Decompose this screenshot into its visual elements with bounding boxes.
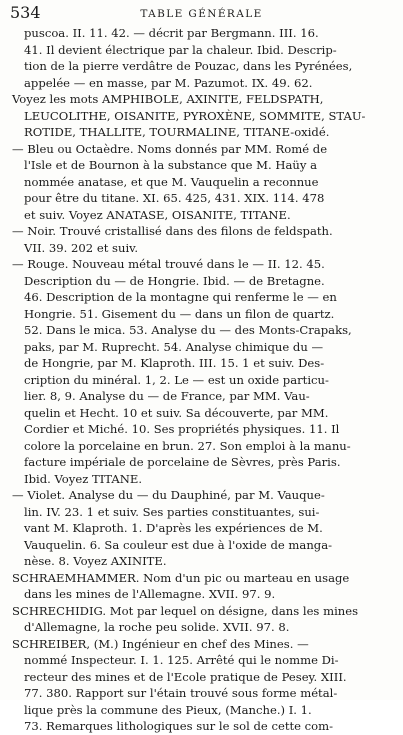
running-head — [10, 4, 393, 22]
text-line: Cordier et Miché. 10. Ses propriétés physiques. 11. Il — [24, 422, 340, 436]
text-line: Description du — de Hongrie. Ibid. — de Bretagne. — [24, 273, 325, 288]
text-line: dans les mines de l'Allemagne. XVII. 97. 9. — [24, 587, 276, 601]
text-line: 73. Remarques lithologiques sur le sol de cette com- — [24, 719, 334, 733]
running-title: TABLE GÉNÉRALE — [140, 8, 263, 20]
text-line: 46. Description de la montagne qui renferme le — en — [24, 290, 337, 304]
text-line: SCHREIBER, (M.) Ingénieur en chef des Mines. — — [12, 636, 309, 651]
text-line: pour être du titane. XI. 65. 425, 431. XIX. 114. 478 — [24, 191, 325, 205]
text-line: — Bleu ou Octaèdre. Noms donnés par MM. Romé de — [12, 141, 328, 156]
text-line: cription du minéral. 1, 2. Le — est un oxide particu- — [24, 372, 329, 387]
text-line: colore la porcelaine en brun. 27. Son emploi à la manu- — [24, 438, 351, 453]
text-line: l'Isle et de Bournon à la substance que M. Haüy a — [24, 158, 318, 172]
text-line: lin. IV. 23. 1 et suiv. Ses parties constituantes, sui- — [24, 504, 320, 519]
text-line: quelin et Hecht. 10 et suiv. Sa découverte, par MM. — [24, 405, 329, 420]
text-line: Vauquelin. 6. Sa couleur est due à l'oxide de manga- — [24, 537, 333, 552]
text-line: — Noir. Trouvé cristallisé dans des filons de feldspath. — [12, 224, 333, 238]
text-line: ROTIDE, THALLITE, TOURMALINE, TITANE-oxidé. — [24, 125, 330, 139]
text-line: — Violet. Analyse du — du Dauphiné, par M. Vauque- — [12, 488, 325, 502]
text-line: VII. 39. 202 et suiv. — [24, 240, 139, 255]
text-line: et suiv. Voyez ANATASE, OISANITE, TITANE. — [24, 207, 291, 222]
text-line: paks, par M. Ruprecht. 54. Analyse chimique du — — [24, 339, 324, 354]
text-line: lier. 8, 9. Analyse du — de France, par MM. Vau- — [24, 389, 310, 403]
page-number: 534 — [10, 3, 41, 22]
text-line: — Rouge. Nouveau métal trouvé dans le — II. 12. 45. — [12, 257, 325, 271]
text-line: puscoa. II. 11. 42. — décrit par Bergmann. III. 16. — [24, 26, 319, 40]
text-line: 52. Dans le mica. 53. Analyse du — des Monts-Crapaks, — [24, 323, 352, 337]
text-line: appelée — en masse, par M. Pazumot. IX. 49. 62. — [24, 75, 313, 90]
text-line: 77. 380. Rapport sur l'étain trouvé sous forme métal- — [24, 686, 338, 700]
text-line: tion de la pierre verdâtre de Pouzac, dans les Pyrénées, — [24, 59, 353, 73]
text-line: facture impériale de porcelaine de Sèvres, près Paris. — [24, 455, 341, 469]
text-line: 41. Il devient électrique par la chaleur. Ibid. Descrip- — [24, 42, 337, 57]
text-line: LEUCOLITHE, OISANITE, PYROXÈNE, SOMMITE, STAU- — [24, 108, 366, 123]
text-line: Ibid. Voyez TITANE. — [24, 471, 143, 486]
text-line: lique près la commune des Pieux, (Manche.) I. 1. — [24, 702, 312, 717]
text-line: de Hongrie, par M. Klaproth. III. 15. 1 et suiv. Des- — [24, 356, 325, 370]
index-body-text — [12, 25, 394, 735]
text-line: nommée anatase, et que M. Vauquelin a reconnue — [24, 174, 319, 189]
text-line: nèse. 8. Voyez AXINITE. — [24, 554, 167, 568]
text-line: recteur des mines et de l'Ecole pratique de Pesey. XIII. — [24, 669, 347, 684]
text-line: Voyez les mots AMPHIBOLE, AXINITE, FELDSPATH, — [12, 92, 324, 106]
text-line: SCHRAEMHAMMER. Nom d'un pic ou marteau en usage — [12, 570, 350, 585]
text-line: d'Allemagne, la roche peu solide. XVII. 97. 8. — [24, 620, 290, 634]
text-line: vant M. Klaproth. 1. D'après les expériences de M. — [24, 521, 323, 535]
text-line: SCHRECHIDIG. Mot par lequel on désigne, dans les mines — [12, 603, 359, 618]
text-line: Hongrie. 51. Gisement du — dans un filon de quartz. — [24, 306, 335, 321]
text-line: nommé Inspecteur. I. 1. 125. Arrêté qui le nomme Di- — [24, 653, 339, 667]
